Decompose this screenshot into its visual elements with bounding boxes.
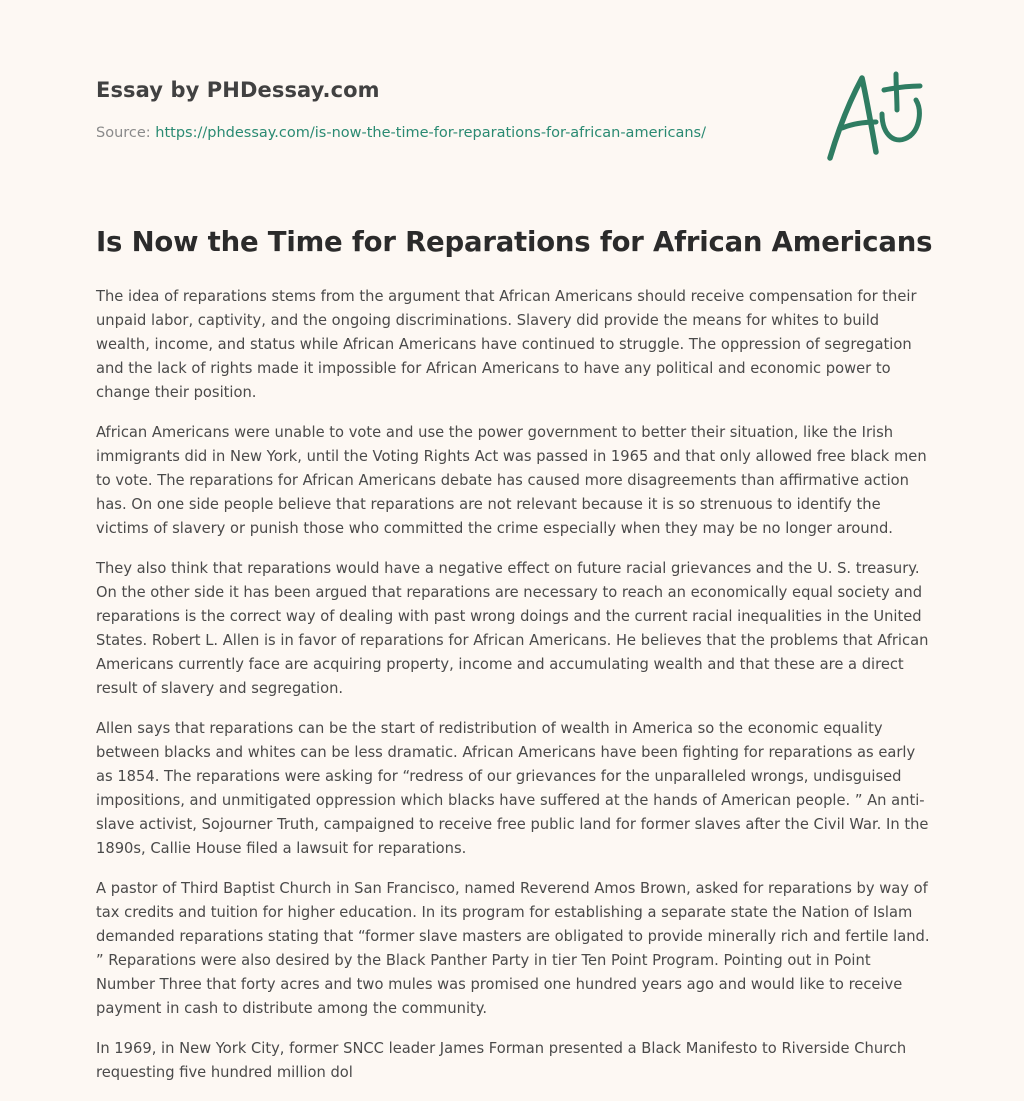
essay-title: Is Now the Time for Reparations for African Americans xyxy=(96,226,933,258)
paragraph: They also think that reparations would have a negative effect on future racial grievances and the U. S. treasury. On the other side it has been argued that reparations are necessary to reach an economically equal society and reparations is the correct way of dealing with past wrong doings and the current racial inequalities in the United States. Robert L. Allen is in favor of reparations for African Americans. He believes that the problems that African Americans currently face are acquiring property, income and accumulating wealth and that these are a direct result of slavery and segregation. xyxy=(96,560,929,697)
source-link[interactable]: https://phdessay.com/is-now-the-time-for-reparations-for-african-americans/ xyxy=(155,125,706,141)
paragraph: Allen says that reparations can be the start of redistribution of wealth in America so the economic equality between blacks and whites can be less dramatic. African Americans have been fighting for reparations as early as 1854. The reparations were asking for “redress of our grievances for the unparalleled wrongs, undisguised impositions, and unmitigated oppression which blacks have suffered at the hands of American people. ” An anti-slave activist, Sojourner Truth, campaigned to receive free public land for former slaves after the Civil War. In the 1890s, Callie House filed a lawsuit for reparations. xyxy=(96,720,929,857)
a-plus-logo-icon xyxy=(818,66,928,166)
site-brand: Essay by PHDessay.com xyxy=(96,78,380,102)
source-label: Source: xyxy=(96,125,151,141)
paragraph: A pastor of Third Baptist Church in San Francisco, named Reverend Amos Brown, asked for reparations by way of tax credits and tuition for higher education. In its program for establishing a separate state the Nation of Islam demanded reparations stating that “former slave masters are obligated to provide minerally rich and fertile land. ” Reparations were also desired by the Black Panther Party in tier Ten Point Program. Pointing out in Point Number Three that forty acres and two mules was promised one hundred years ago and would like to receive payment in cash to distribute among the community. xyxy=(96,880,930,1017)
source-line xyxy=(96,125,706,141)
paragraph: The idea of reparations stems from the argument that African Americans should receive compensation for their unpaid labor, captivity, and the ongoing discriminations. Slavery did provide the means for whites to build wealth, income, and status while African Americans have continued to struggle. The oppression of segregation and the lack of rights made it impossible for African Americans to have any political and economic power to change their position. xyxy=(96,288,917,401)
paragraph: African Americans were unable to vote and use the power government to better their situation, like the Irish immigrants did in New York, until the Voting Rights Act was passed in 1965 and that only allowed free black men to vote. The reparations for African Americans debate has caused more disagreements than affirmative action has. On one side people believe that reparations are not relevant because it is so strenuous to identify the victims of slavery or punish those who committed the crime especially when they may be no longer around. xyxy=(96,424,927,537)
essay-body xyxy=(96,285,930,1101)
paragraph: In 1969, in New York City, former SNCC leader James Forman presented a Black Manifesto to Riverside Church requesting five hundred million dol xyxy=(96,1040,907,1081)
